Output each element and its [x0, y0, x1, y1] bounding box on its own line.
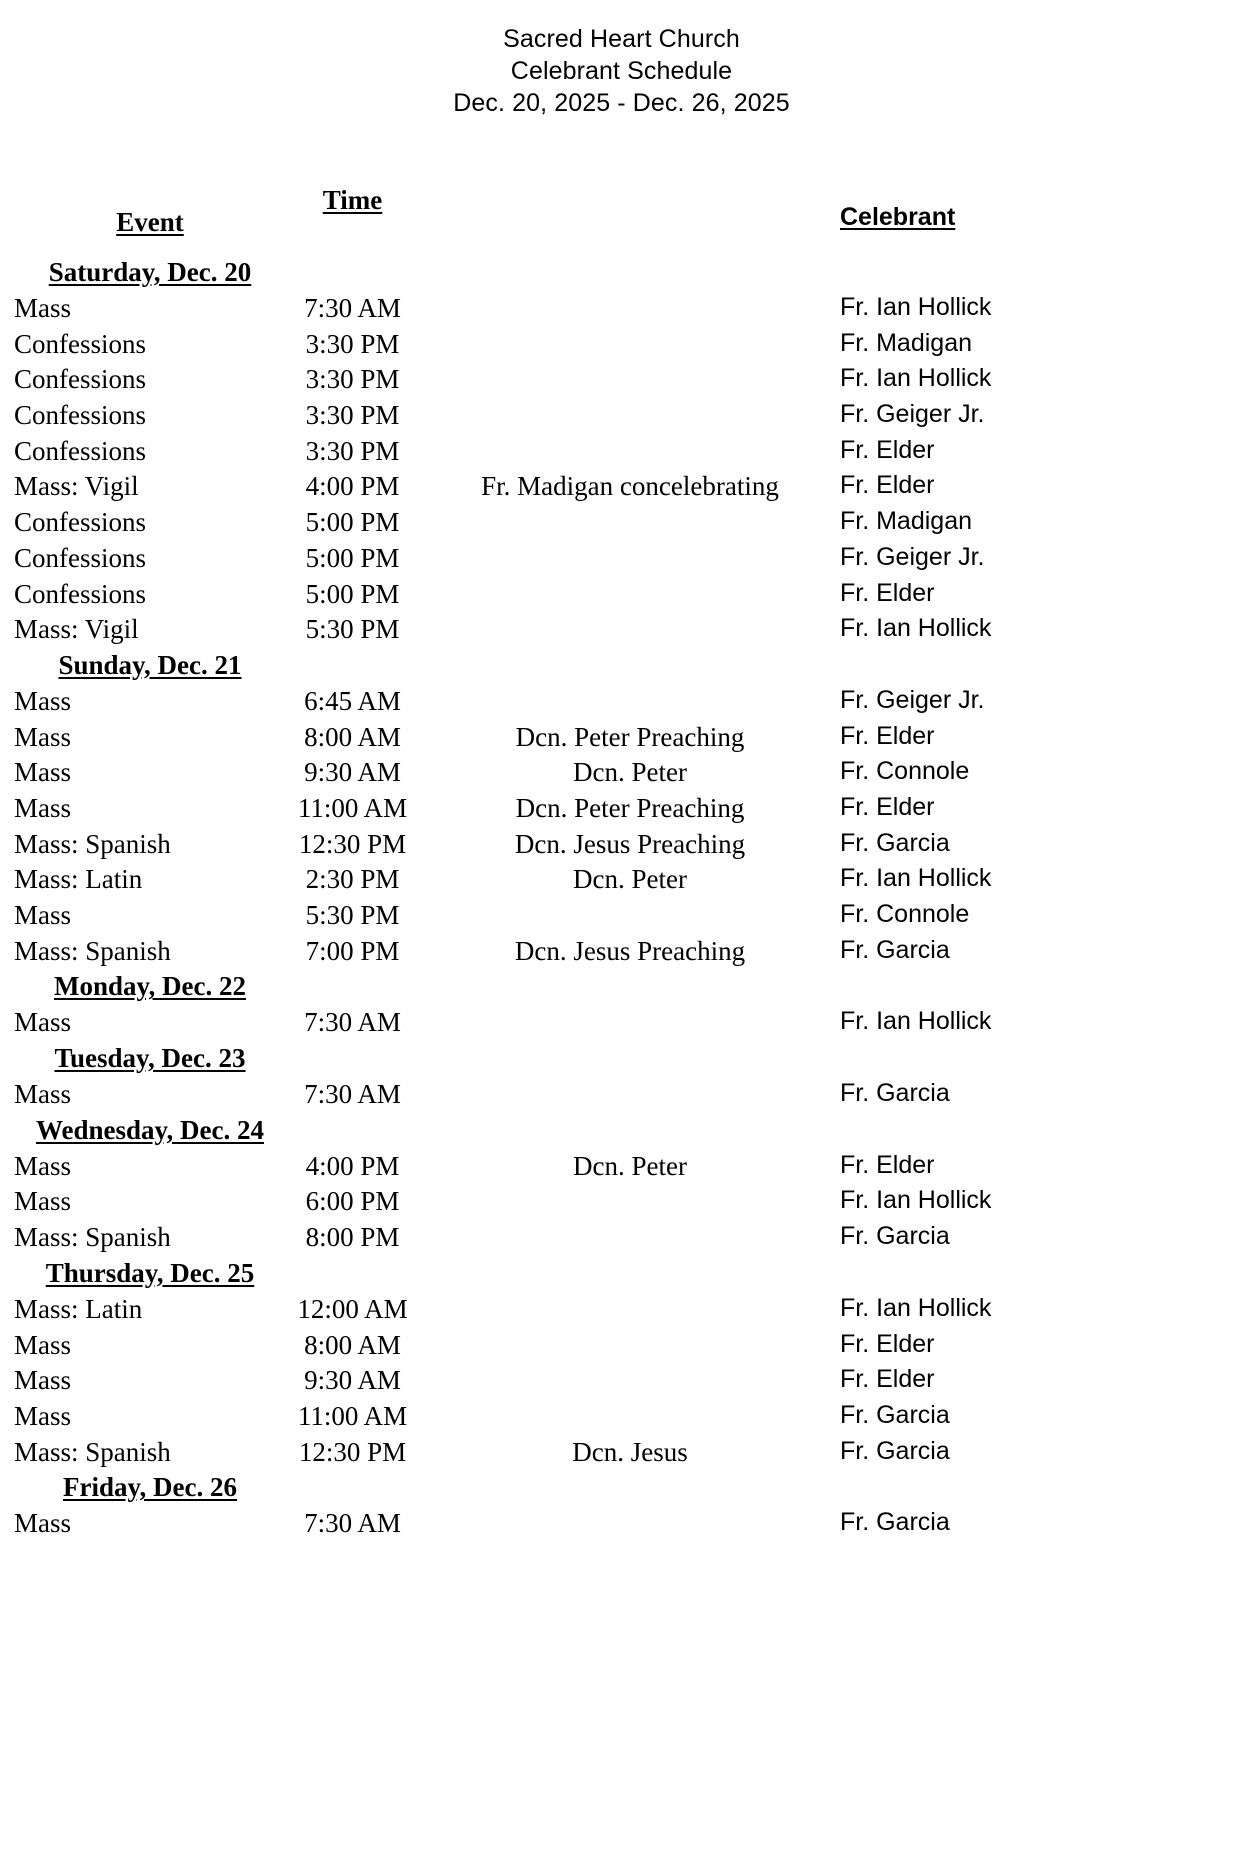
cell-time: 3:30 PM [305, 400, 400, 431]
table-row [0, 1437, 1243, 1473]
cell-note: Fr. Madigan concelebrating [481, 471, 779, 502]
cell-event: Mass [14, 900, 72, 930]
cell-event: Confessions [14, 578, 147, 609]
cell-event: Confessions [14, 542, 147, 573]
table-row [0, 471, 1243, 507]
cell-event: Mass [14, 685, 72, 716]
cell-time: 5:30 PM [305, 900, 400, 930]
cell-celebrant: Fr. Garcia [840, 828, 950, 857]
cell-celebrant: Fr. Madigan [840, 507, 973, 536]
column-header-celebrant: Celebrant [840, 203, 956, 231]
cell-celebrant: Fr. Connole [840, 757, 970, 786]
day-header-row [0, 257, 1243, 293]
column-header-row [0, 173, 1243, 251]
cell-time: 7:30 AM [304, 1508, 401, 1539]
cell-celebrant: Fr. Elder [840, 435, 935, 464]
cell-celebrant: Fr. Geiger Jr. [840, 542, 985, 571]
cell-event: Mass: Latin [14, 864, 143, 895]
cell-event: Mass [14, 792, 72, 823]
cell-event: Mass: Vigil [14, 614, 139, 645]
cell-note: Dcn. Jesus Preaching [514, 935, 746, 966]
cell-event: Confessions [14, 435, 147, 466]
document-type: Celebrant Schedule [510, 57, 733, 85]
cell-time: 7:30 AM [304, 1079, 401, 1110]
day-header-row [0, 650, 1243, 686]
day-header: Friday, Dec. 26 [63, 1472, 237, 1503]
cell-time: 3:30 PM [305, 328, 400, 359]
day-header-row [0, 1115, 1243, 1151]
column-header-event: Event [116, 207, 184, 237]
cell-celebrant: Fr. Elder [840, 1329, 935, 1358]
date-range: Dec. 20, 2025 - Dec. 26, 2025 [453, 89, 790, 117]
cell-time: 5:30 PM [305, 614, 400, 645]
table-row [0, 543, 1243, 579]
parish-name: Sacred Heart Church [503, 25, 740, 53]
table-row [0, 686, 1243, 722]
cell-celebrant: Fr. Garcia [840, 935, 950, 964]
cell-celebrant: Fr. Elder [840, 1365, 935, 1394]
cell-note: Dcn. Peter [573, 864, 687, 895]
table-row [0, 1294, 1243, 1330]
cell-note: Dcn. Peter [573, 1150, 687, 1181]
cell-time: 8:00 AM [304, 1329, 401, 1360]
cell-event: Mass [14, 1007, 72, 1038]
day-header-row [0, 1472, 1243, 1508]
cell-time: 12:30 PM [298, 1436, 407, 1467]
cell-celebrant: Fr. Geiger Jr. [840, 400, 985, 429]
cell-event: Confessions [14, 364, 147, 395]
cell-celebrant: Fr. Elder [840, 471, 935, 500]
day-header: Sunday, Dec. 21 [58, 649, 242, 680]
cell-event: Mass [14, 293, 72, 323]
table-row [0, 1079, 1243, 1115]
cell-event: Mass: Spanish [14, 935, 171, 966]
cell-time: 11:00 AM [297, 792, 408, 823]
cell-time: 7:30 AM [304, 293, 401, 323]
cell-note: Dcn. Peter [573, 757, 687, 788]
table-row [0, 829, 1243, 865]
cell-celebrant: Fr. Ian Hollick [840, 364, 992, 393]
cell-event: Confessions [14, 400, 147, 431]
cell-celebrant: Fr. Garcia [840, 1079, 950, 1108]
cell-event: Mass [14, 1329, 72, 1360]
day-header-row [0, 971, 1243, 1007]
cell-event: Mass [14, 1186, 72, 1217]
day-header: Monday, Dec. 22 [54, 971, 246, 1002]
cell-event: Mass [14, 1365, 72, 1396]
cell-time: 6:45 AM [304, 685, 401, 716]
table-row [0, 1365, 1243, 1401]
table-row [0, 1508, 1243, 1544]
cell-celebrant: Fr. Connole [840, 900, 970, 928]
cell-event: Mass [14, 1400, 72, 1431]
cell-event: Mass: Spanish [14, 1436, 171, 1467]
cell-time: 11:00 AM [297, 1400, 408, 1431]
cell-note: Dcn. Jesus Preaching [514, 828, 746, 859]
table-row [0, 864, 1243, 900]
cell-celebrant: Fr. Garcia [840, 1436, 950, 1465]
cell-celebrant: Fr. Elder [840, 721, 935, 750]
cell-celebrant: Fr. Madigan [840, 328, 973, 357]
cell-celebrant: Fr. Ian Hollick [840, 1007, 992, 1036]
table-row [0, 436, 1243, 472]
table-row [0, 793, 1243, 829]
cell-time: 5:00 PM [305, 578, 400, 609]
cell-time: 9:30 AM [304, 757, 401, 788]
cell-celebrant: Fr. Geiger Jr. [840, 685, 985, 714]
cell-event: Mass [14, 721, 72, 752]
day-header: Saturday, Dec. 20 [48, 257, 252, 287]
day-header-row [0, 1258, 1243, 1294]
table-row [0, 1222, 1243, 1258]
cell-note: Dcn. Peter Preaching [515, 721, 745, 752]
table-row [0, 1151, 1243, 1187]
cell-time: 5:00 PM [305, 507, 400, 538]
table-row [0, 757, 1243, 793]
cell-event: Confessions [14, 507, 147, 538]
cell-time: 4:00 PM [305, 1150, 400, 1181]
cell-time: 12:00 AM [297, 1293, 408, 1324]
cell-event: Mass: Latin [14, 1293, 143, 1324]
cell-time: 2:30 PM [305, 864, 400, 895]
cell-time: 5:00 PM [305, 542, 400, 573]
cell-time: 4:00 PM [305, 471, 400, 502]
day-header: Tuesday, Dec. 23 [54, 1043, 246, 1074]
cell-event: Mass: Vigil [14, 471, 139, 502]
table-row [0, 1007, 1243, 1043]
table-row [0, 936, 1243, 972]
cell-event: Mass [14, 757, 72, 788]
day-header-row [0, 1043, 1243, 1079]
table-row [0, 579, 1243, 615]
cell-celebrant: Fr. Ian Hollick [840, 1186, 992, 1215]
document-title-block [0, 0, 1243, 119]
cell-time: 7:00 PM [305, 935, 400, 966]
cell-celebrant: Fr. Elder [840, 1150, 935, 1179]
table-row [0, 1330, 1243, 1366]
table-row [0, 507, 1243, 543]
table-row [0, 1186, 1243, 1222]
cell-time: 7:30 AM [304, 1007, 401, 1038]
table-row [0, 722, 1243, 758]
cell-celebrant: Fr. Ian Hollick [840, 293, 992, 321]
cell-celebrant: Fr. Garcia [840, 1508, 950, 1537]
cell-celebrant: Fr. Garcia [840, 1222, 950, 1251]
cell-celebrant: Fr. Elder [840, 578, 935, 607]
cell-event: Confessions [14, 328, 147, 359]
cell-time: 8:00 PM [305, 1222, 400, 1253]
cell-celebrant: Fr. Ian Hollick [840, 614, 992, 643]
cell-celebrant: Fr. Garcia [840, 1400, 950, 1429]
cell-event: Mass [14, 1079, 72, 1110]
table-row [0, 400, 1243, 436]
cell-event: Mass [14, 1150, 72, 1181]
table-row [0, 329, 1243, 365]
table-row [0, 364, 1243, 400]
cell-time: 6:00 PM [305, 1186, 400, 1217]
cell-time: 12:30 PM [298, 828, 407, 859]
cell-note: Dcn. Jesus [572, 1436, 688, 1467]
table-row [0, 293, 1243, 329]
cell-event: Mass: Spanish [14, 828, 171, 859]
column-header-time: Time [322, 185, 383, 215]
cell-event: Mass [14, 1508, 72, 1539]
table-row [0, 614, 1243, 650]
cell-note: Dcn. Peter Preaching [515, 792, 745, 823]
cell-time: 9:30 AM [304, 1365, 401, 1396]
cell-time: 3:30 PM [305, 364, 400, 395]
cell-celebrant: Fr. Ian Hollick [840, 864, 992, 893]
cell-event: Mass: Spanish [14, 1222, 171, 1253]
schedule-table [0, 257, 1243, 1544]
day-header: Wednesday, Dec. 24 [35, 1114, 264, 1145]
cell-time: 3:30 PM [305, 435, 400, 466]
cell-celebrant: Fr. Ian Hollick [840, 1293, 992, 1322]
cell-celebrant: Fr. Elder [840, 792, 935, 821]
table-row [0, 900, 1243, 936]
day-header: Thursday, Dec. 25 [45, 1257, 255, 1288]
table-row [0, 1401, 1243, 1437]
cell-time: 8:00 AM [304, 721, 401, 752]
